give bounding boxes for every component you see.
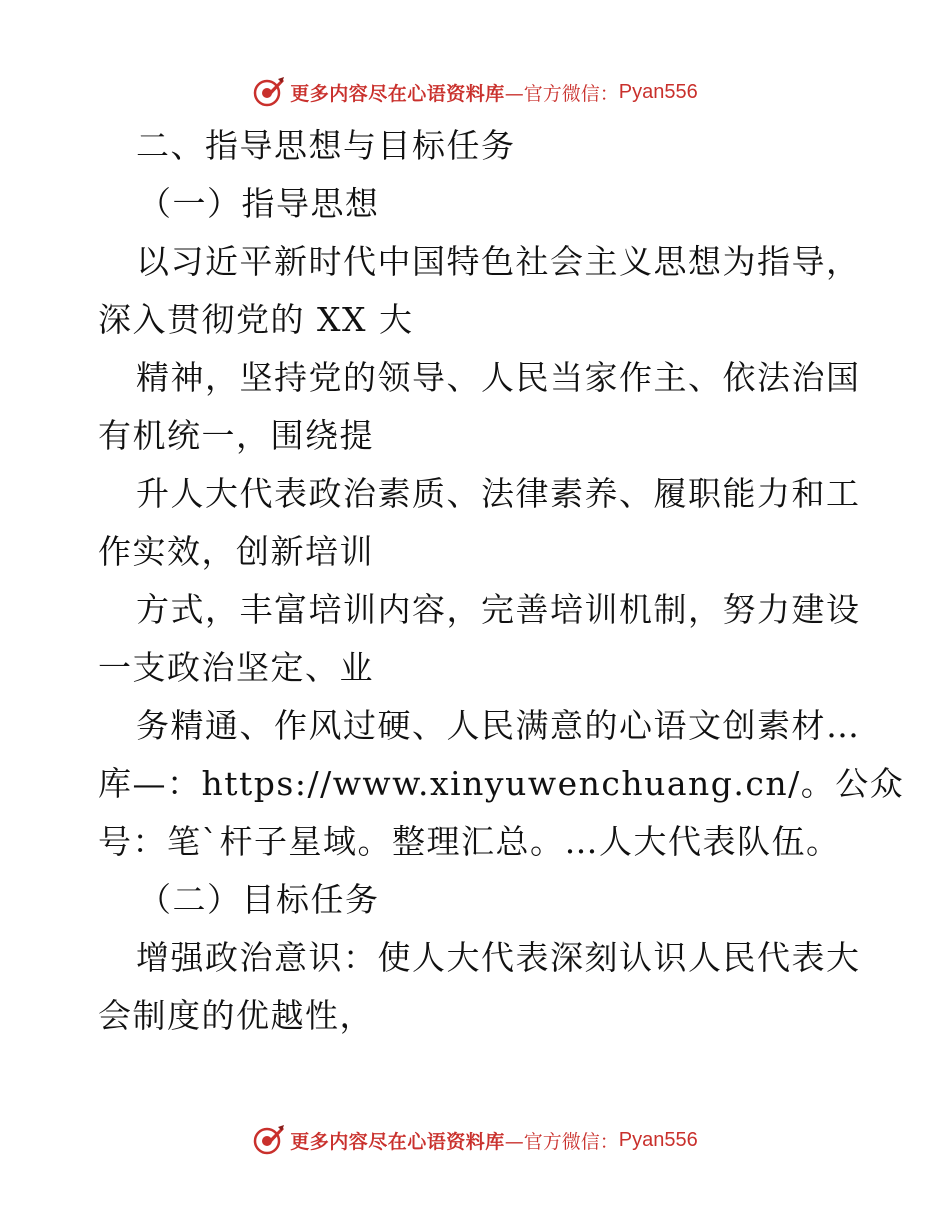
paragraph-line: 会制度的优越性， <box>98 996 374 1035</box>
paragraph-line: 库—：https://www.xinyuwenchuang.cn/。公众 <box>98 764 905 803</box>
quill-logo-icon <box>252 75 286 109</box>
banner-subtitle: —官方微信： <box>504 1130 619 1153</box>
subsection-heading: （一）指导思想 <box>138 184 380 223</box>
paragraph-line: 升人大代表政治素质、法律素养、履职能力和工 <box>136 474 861 513</box>
banner-wechat-id: Pyan556 <box>618 1128 698 1151</box>
footer-banner <box>0 1120 950 1160</box>
banner-title: 更多内容尽在心语资料库 <box>290 1130 505 1153</box>
section-heading: 二、指导思想与目标任务 <box>136 126 516 165</box>
paragraph-line: 号：笔`杆子星域。整理汇总。…人大代表队伍。 <box>98 822 841 861</box>
paragraph-line: 作实效，创新培训 <box>98 532 374 571</box>
paragraph-line: 深入贯彻党的 XX 大 <box>98 300 414 339</box>
paragraph-line: 增强政治意识：使人大代表深刻认识人民代表大 <box>136 938 861 977</box>
paragraph-line: 一支政治坚定、业 <box>98 648 374 687</box>
paragraph-line: 有机统一，围绕提 <box>98 416 374 455</box>
banner-title: 更多内容尽在心语资料库 <box>290 82 505 105</box>
document-body <box>98 117 905 1045</box>
banner-wechat-id: Pyan556 <box>618 80 698 103</box>
paragraph-line: 以习近平新时代中国特色社会主义思想为指导， <box>136 242 861 281</box>
paragraph-line: 方式，丰富培训内容，完善培训机制，努力建设 <box>136 590 861 629</box>
banner-subtitle: —官方微信： <box>504 82 619 105</box>
header-banner <box>0 72 950 112</box>
paragraph-line: 务精通、作风过硬、人民满意的心语文创素材… <box>136 706 861 745</box>
quill-logo-icon <box>252 1123 286 1157</box>
paragraph-line: 精神，坚持党的领导、人民当家作主、依法治国 <box>136 358 861 397</box>
subsection-heading: （二）目标任务 <box>138 880 380 919</box>
